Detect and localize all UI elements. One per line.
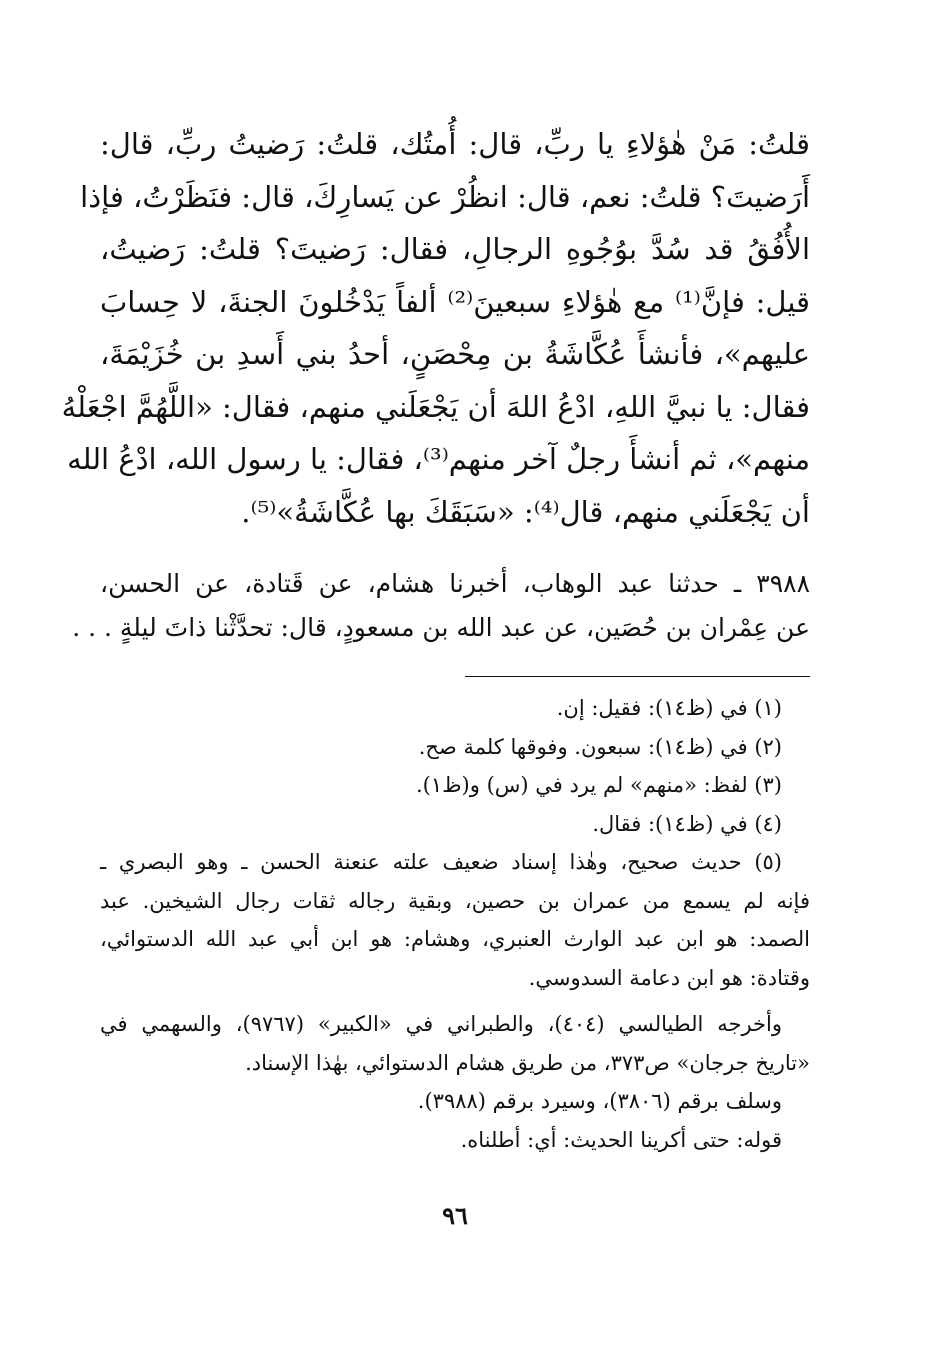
footnote-5 — [100, 843, 810, 997]
footnote-separator-wrap — [100, 650, 810, 677]
text-line: أن يَجْعَلَني منهم، قال⁽⁴⁾: «سَبَقَكَ بها عُكَّاشَةُ»⁽⁵⁾. — [241, 494, 810, 529]
footnote-line: «تاريخ جرجان» ص٣٧٣، من طريق هشام الدستوائي، بهٰذا الإسناد. — [245, 1050, 810, 1075]
text-line: فقال: يا نبيَّ اللهِ، ادْعُ اللهَ أن يَجْعَلَني منهم، فقال: «اللَّهُمَّ اجْعَلْهُ — [61, 389, 810, 424]
footnote-line: الصمد: هو ابن عبد الوارث العنبري، وهشام: هو ابن أبي عبد الله الدستوائي، — [100, 927, 810, 951]
text-line: قيل: فإنَّ⁽¹⁾ مع هٰؤلاءِ سبعينَ⁽²⁾ ألفاً يَدْخُلونَ الجنةَ، لا حِسابَ — [100, 284, 810, 319]
footnote-line: (٥) حديث صحيح، وهٰذا إسناد ضعيف علته عنعنة الحسن ـ وهو البصري ـ — [100, 850, 782, 874]
text-line: قلتُ: مَنْ هٰؤلاءِ يا ربِّ، قال: أُمتُك، قلتُ: رَضيتُ ربِّ، قال: — [100, 127, 810, 161]
footnote-3: (٣) لفظ: «منهم» لم يرد في (س) و(ظ١). — [415, 773, 782, 797]
footnote-salaf: وسلف برقم (٣٨٠٦)، وسيرد برقم (٣٩٨٨). — [417, 1089, 782, 1113]
text-line: عن عِمْران بن حُصَين، عن عبد الله بن مسعودٍ، قال: تحدَّثْنا ذاتَ ليلةٍ . . . — [72, 613, 810, 642]
footnote-2: (٢) في (ظ١٤): سبعون. وفوقها كلمة صح. — [418, 734, 782, 759]
footnote-line: وقتادة: هو ابن دعامة السدوسي. — [528, 965, 810, 990]
text-line: عليهم»، فأنشأَ عُكَّاشَةُ بن مِحْصَنٍ، أحدُ بني أَسدِ بن خُزَيْمَةَ، — [100, 337, 810, 371]
text-line: ٣٩٨٨ ـ حدثنا عبد الوهاب، أخبرنا هشام، عن قَتادة، عن الحسن، — [100, 569, 810, 598]
footnote-line: وأخرجه الطيالسي (٤٠٤)، والطبراني في «الكبير» (٩٧٦٧)، والسهمي في — [100, 1012, 782, 1036]
hadith-3988 — [72, 562, 810, 650]
text-line: منهم»، ثم أنشأَ رجلٌ آخر منهم⁽³⁾، فقال: يا رسول الله، ادْعُ الله — [67, 442, 810, 476]
footnote-1: (١) في (ظ١٤): فقيل: إن. — [556, 696, 782, 720]
footnote-takhrij — [100, 1005, 810, 1082]
text-line: الأُفُقُ قد سُدَّ بوُجُوهِ الرجالِ، فقال: رَضيتَ؟ قلتُ: رَضيتُ، — [100, 232, 810, 266]
page-number: ٩٦ — [442, 1201, 468, 1230]
footnote-separator — [465, 676, 810, 677]
footnotes — [100, 689, 810, 1159]
footnote-4: (٤) في (ظ١٤): فقال. — [592, 811, 782, 836]
footnote-qawluh: قوله: حتى أكرينا الحديث: أي: أطلناه. — [460, 1127, 782, 1152]
text-line: أَرَضيتَ؟ قلتُ: نعم، قال: انظُرْ عن يَسارِكَ، قال: فنَظَرْتُ، فإذا — [80, 179, 810, 214]
hadith-main-text — [61, 118, 810, 538]
book-page — [61, 118, 810, 1372]
footnote-line: فإنه لم يسمع من عمران بن حصين، وبقية رجاله ثقات رجال الشيخين. عبد — [100, 888, 810, 913]
